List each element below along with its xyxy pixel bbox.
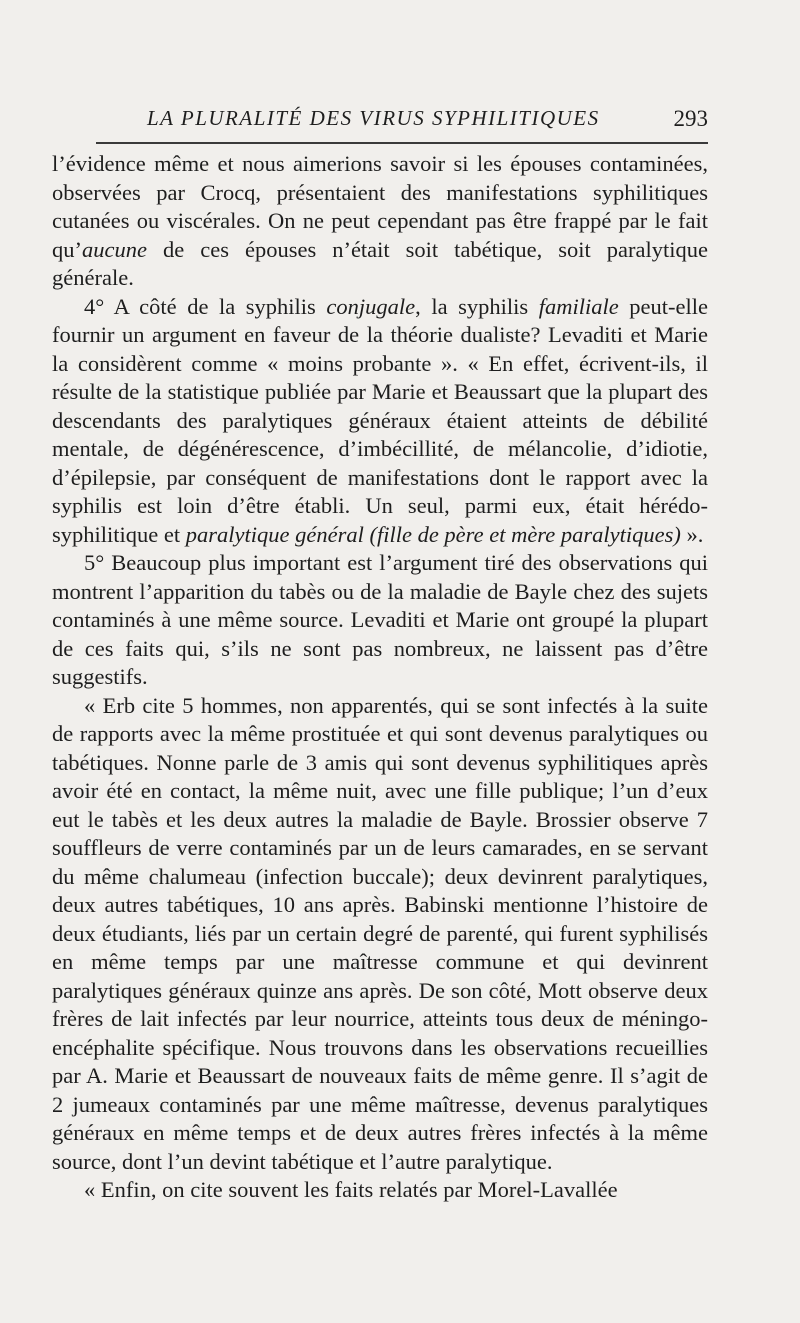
paragraph-1-emphasis: aucune: [82, 236, 147, 262]
paragraph-1: [52, 150, 708, 293]
running-head: [52, 106, 708, 136]
paragraph-2-text-d: ».: [680, 521, 704, 547]
paragraph-2-text-c: peut-elle fournir un argument en faveur de la théorie dualiste? Levaditi et Marie la considèrent comme « moins probante ». « En effet, écrivent-ils, il résulte de la statistique publiée par Marie et Beaussart que la plupart des descendants des paralytiques généraux étaient atteints de débilité mentale, de dégénérescence, d’imbécillité, de mélancolie, d’idiotie, d’épilepsie, par conséquent de manifestations dont le rapport avec la syphilis est loin d’être établi. Un seul, parmi eux, était hérédo-syphilitique et: [52, 293, 708, 547]
paragraph-1-text-a: l’évidence même et nous aimerions savoir si les épouses contaminées, observées par Crocq, présentaient des manifestations syphilitiques cutanées ou viscérales. On ne peut cependant pas être frappé par le fait qu’: [52, 151, 708, 262]
paragraph-2: [52, 293, 708, 550]
paragraph-4: « Erb cite 5 hommes, non apparentés, qui se sont infectés à la suite de rapports avec la même prostituée et qui sont devenus paralytiques ou tabétiques. Nonne parle de 3 amis qui sont devenus syphilitiques après avoir été en contact, la même nuit, avec une fille publique; l’un d’eux eut le tabès et les deux autres la maladie de Bayle. Brossier observe 7 souffleurs de verre contaminés par un de leurs camarades, en se servant du même chalumeau (infection buccale); deux devinrent paralytiques, deux autres tabétiques, 10 ans après. Babinski mentionne l’histoire de deux étudiants, liés par un certain degré de parenté, qui furent syphilisés en même temps par une maîtresse commune et qui devinrent paralytiques généraux quinze ans après. De son côté, Mott observe deux frères de lait infectés par leur nourrice, atteints tous deux de méningo-encéphalite spécifique. Nous trouvons dans les observations recueillies par A. Marie et Beaussart de nouveaux faits de même genre. Il s’agit de 2 jumeaux contaminés par une même maîtresse, devenus paralytiques généraux en même temps et de deux autres frères infectés à la même source, dont l’un devint tabétique et l’autre paralytique.: [52, 692, 708, 1174]
paragraph-1-text-b: de ces épouses n’était soit tabétique, soit paralytique générale.: [52, 236, 708, 290]
paragraph-2-text-b: , la syphilis: [415, 293, 539, 319]
paragraph-3: 5° Beaucoup plus important est l’argument tiré des observations qui montrent l’apparition du tabès ou de la maladie de Bayle chez des sujets contaminés à une même source. Levaditi et Marie ont groupé la plupart de ces faits qui, s’ils ne sont pas nombreux, ne laissent pas d’être suggestifs.: [52, 550, 708, 689]
page-number: 293: [673, 106, 708, 131]
paragraph-2-text-a: 4° A côté de la syphilis: [84, 293, 327, 319]
paragraph-2-emphasis-paralytique: paralytique général (fille de père et mère paralytiques): [185, 521, 681, 547]
paragraph-5: « Enfin, on cite souvent les faits relatés par Morel-Lavallée: [84, 1177, 618, 1202]
paragraph-2-emphasis-familiale: familiale: [538, 293, 619, 319]
header-rule: [96, 142, 708, 144]
body-text: [52, 150, 708, 1205]
running-title: LA PLURALITÉ DES VIRUS SYPHILITIQUES: [147, 106, 600, 130]
paragraph-2-emphasis-conjugale: conjugale: [326, 293, 416, 319]
